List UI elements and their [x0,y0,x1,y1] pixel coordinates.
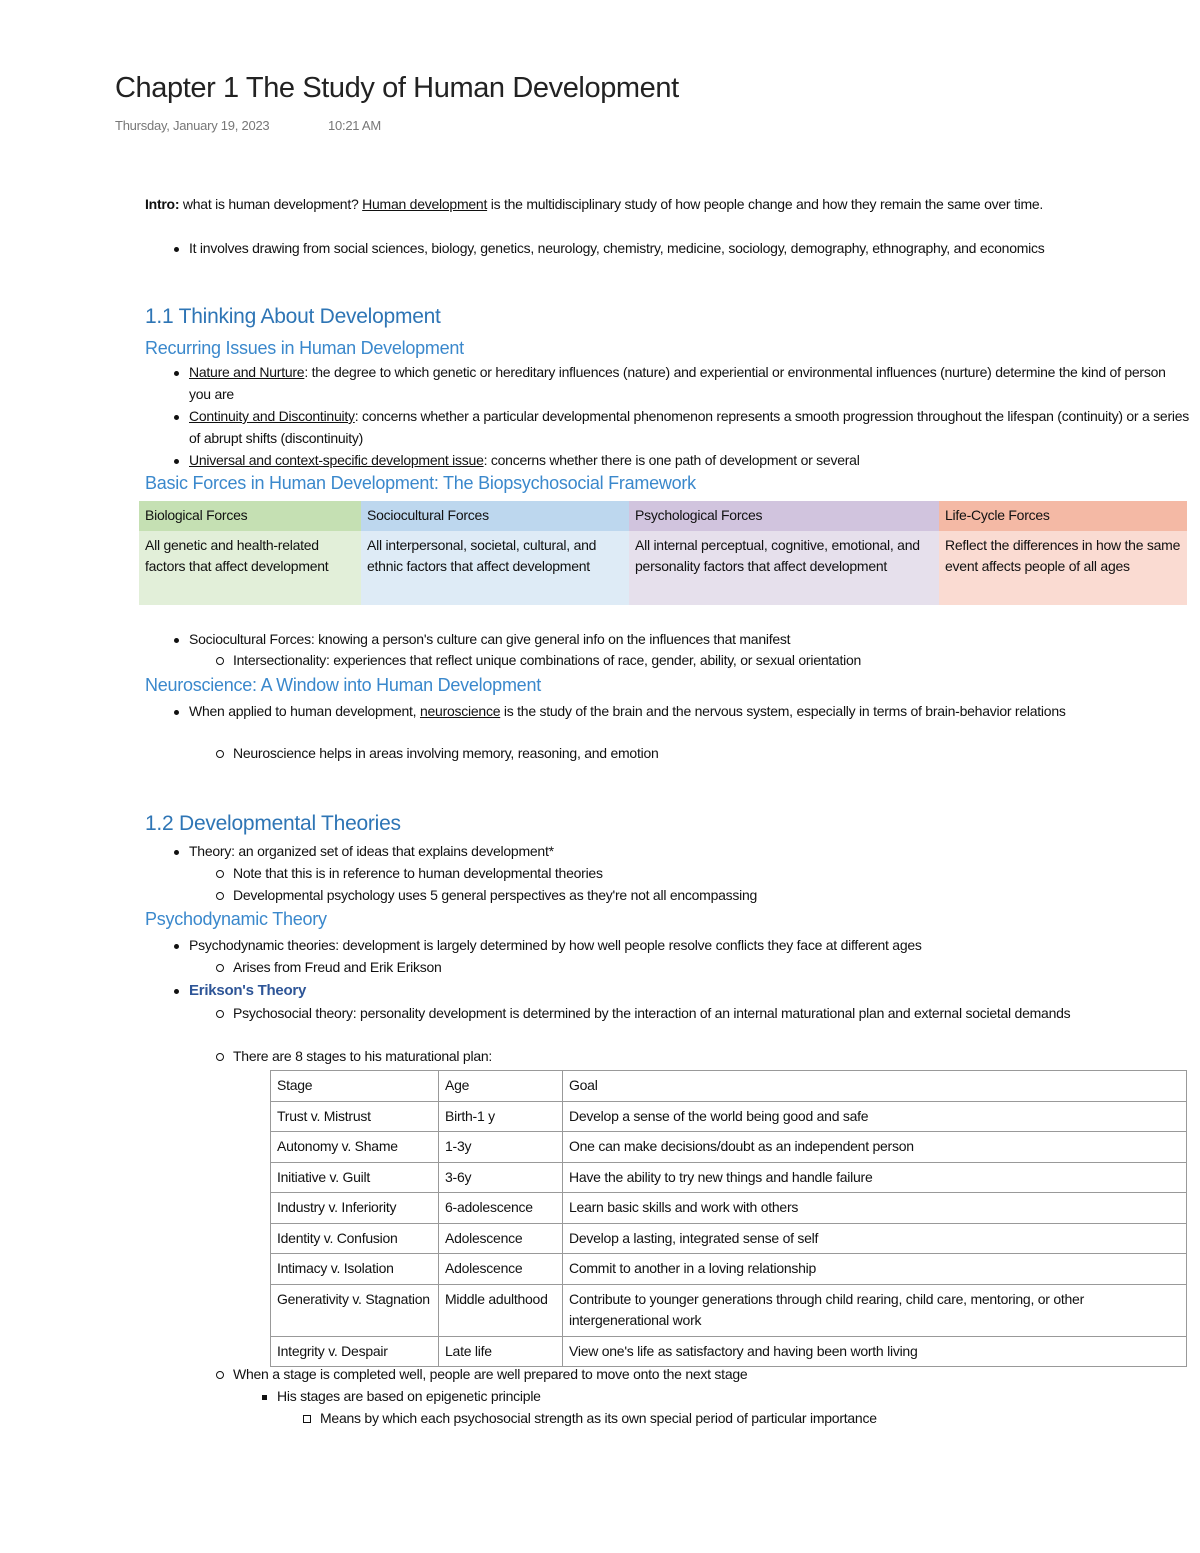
header-cell: Goal [563,1071,1187,1102]
goal-cell: One can make decisions/doubt as an independent person [563,1132,1187,1163]
forces-table [139,501,1187,605]
section-heading: 1.2 Developmental Theories [145,812,401,835]
list-item [233,743,1183,765]
bullet-icon [170,980,182,1002]
age-cell: Middle adulthood [439,1284,563,1336]
circle-bullet-icon [214,743,226,765]
page-title: Chapter 1 The Study of Human Development [115,72,679,104]
list-item-text: When a stage is completed well, people are well prepared to move onto the next stage [233,1366,748,1382]
stage-cell: Integrity v. Despair [271,1336,439,1367]
list-item-text: Sociocultural Forces: knowing a person's culture can give general info on the influences that manifest [189,631,791,647]
list-item [189,935,1184,957]
age-cell: Late life [439,1336,563,1367]
page-time: 10:21 AM [328,118,381,133]
list-item [233,957,1183,979]
section-heading: 1.1 Thinking About Development [145,305,441,328]
erikson-stages-table [270,1070,1187,1367]
circle-bullet-icon [214,863,226,885]
goal-cell: Contribute to younger generations through child rearing, child care, mentoring, or other intergenerational work [563,1284,1187,1336]
bullet-icon [170,450,182,472]
age-cell: Birth-1 y [439,1101,563,1132]
intro-term: Human development [362,196,488,212]
list-item-text: Neuroscience helps in areas involving memory, reasoning, and emotion [233,745,659,761]
circle-bullet-icon [214,1364,226,1386]
list-item-text: Means by which each psychosocial strength as its own special period of particular importance [320,1410,877,1426]
header-cell: Stage [271,1071,439,1102]
square-bullet-icon [258,1386,270,1408]
table-header-row [271,1071,1187,1102]
goal-cell: Have the ability to try new things and handle failure [563,1162,1187,1193]
list-item-text: His stages are based on epigenetic principle [277,1388,541,1404]
table-row [271,1162,1187,1193]
table-row [271,1254,1187,1285]
list-item-text: Theory: an organized set of ideas that explains development* [189,843,554,859]
age-cell: 3-6y [439,1162,563,1193]
term: Continuity and Discontinuity [189,408,355,424]
intro-paragraph [145,194,1180,216]
goal-cell: Commit to another in a loving relationship [563,1254,1187,1285]
circle-bullet-icon [214,885,226,907]
circle-bullet-icon [214,1046,226,1068]
list-item [320,1408,1180,1430]
age-cell: 1-3y [439,1132,563,1163]
goal-cell: Develop a lasting, integrated sense of self [563,1223,1187,1254]
list-item [189,238,1169,260]
term: Universal and context-specific development issue [189,452,484,468]
list-item [189,841,1179,863]
stage-cell: Intimacy v. Isolation [271,1254,439,1285]
list-item [189,450,1189,472]
forces-body-biological: All genetic and health-related factors that affect development [139,531,361,605]
list-item-text: Psychosocial theory: personality development is determined by the interaction of an internal maturational plan and external societal demands [233,1005,1071,1021]
stage-cell: Autonomy v. Shame [271,1132,439,1163]
list-item-text: Note that this is in reference to human developmental theories [233,865,603,881]
subsection-heading: Psychodynamic Theory [145,909,327,929]
bullet-icon [170,406,182,428]
age-cell: Adolescence [439,1223,563,1254]
hollow-square-bullet-icon [301,1408,313,1430]
table-row [271,1284,1187,1336]
forces-body-life-cycle: Reflect the differences in how the same event affects people of all ages [939,531,1187,605]
circle-bullet-icon [214,957,226,979]
bullet-icon [170,629,182,651]
forces-header-psychological: Psychological Forces [629,501,939,531]
list-item [189,406,1189,449]
list-item-text: Psychodynamic theories: development is largely determined by how well people resolve conflicts they face at different ages [189,937,922,953]
bullet-icon [170,841,182,863]
table-row [271,1223,1187,1254]
header-cell: Age [439,1071,563,1102]
bullet-icon [170,935,182,957]
subsection-heading: Recurring Issues in Human Development [145,338,464,358]
list-item [189,701,1149,723]
subsection-heading: Basic Forces in Human Development: The Biopsychosocial Framework [145,473,696,493]
goal-cell: Learn basic skills and work with others [563,1193,1187,1224]
erikson-heading: Erikson's Theory [189,982,307,999]
stage-cell: Trust v. Mistrust [271,1101,439,1132]
forces-header-sociocultural: Sociocultural Forces [361,501,629,531]
page-date: Thursday, January 19, 2023 [115,118,270,133]
list-item-text: Intersectionality: experiences that reflect unique combinations of race, gender, ability, or sexual orientation [233,652,862,668]
list-item [233,1003,1153,1025]
goal-cell: View one's life as satisfactory and having been worth living [563,1336,1187,1367]
stage-cell: Identity v. Confusion [271,1223,439,1254]
list-item [233,1046,1153,1068]
term: neuroscience [419,703,501,719]
list-item [233,650,1183,672]
bullet-icon [170,701,182,723]
list-item [277,1386,1177,1408]
stage-cell: Initiative v. Guilt [271,1162,439,1193]
bullet-icon [170,238,182,260]
subsection-heading: Neuroscience: A Window into Human Development [145,675,541,695]
table-row [271,1132,1187,1163]
age-cell: Adolescence [439,1254,563,1285]
term: Nature and Nurture [189,364,305,380]
list-item-text: Developmental psychology uses 5 general perspectives as they're not all encompassing [233,887,758,903]
list-item [233,1364,1183,1386]
list-item-text: Arises from Freud and Erik Erikson [233,959,442,975]
bullet-icon [170,362,182,384]
list-item-text: : concerns whether there is one path of development or several [483,452,860,468]
forces-header-biological: Biological Forces [139,501,361,531]
stage-cell: Industry v. Inferiority [271,1193,439,1224]
table-row [271,1336,1187,1367]
intro-label: Intro: [145,196,180,212]
list-item-text: When applied to human development, [189,703,420,719]
circle-bullet-icon [214,1003,226,1025]
table-row [271,1101,1187,1132]
list-item-text: There are 8 stages to his maturational plan: [233,1048,493,1064]
list-item [189,362,1189,405]
list-item [189,980,1089,1002]
intro-definition: is the multidisciplinary study of how people change and how they remain the same over time. [487,196,1044,212]
list-item [233,885,1183,907]
forces-body-sociocultural: All interpersonal, societal, cultural, and ethnic factors that affect development [361,531,629,605]
list-item-text: : concerns whether a particular developmental phenomenon represents a smooth progression throughout the lifespan (continuity) or a series of abrupt shifts (discontinuity) [189,408,1190,446]
intro-question: what is human development? [179,196,363,212]
circle-bullet-icon [214,650,226,672]
age-cell: 6-adolescence [439,1193,563,1224]
list-item [233,863,1183,885]
stage-cell: Generativity v. Stagnation [271,1284,439,1336]
table-row [271,1193,1187,1224]
forces-header-life-cycle: Life-Cycle Forces [939,501,1187,531]
goal-cell: Develop a sense of the world being good and safe [563,1101,1187,1132]
forces-body-psychological: All internal perceptual, cognitive, emotional, and personality factors that affect development [629,531,939,605]
list-item [189,629,1179,651]
list-item-text: : the degree to which genetic or hereditary influences (nature) and experiential or environmental influences (nurture) determine the kind of person you are [189,364,1166,402]
list-item-text: It involves drawing from social sciences, biology, genetics, neurology, chemistry, medicine, sociology, demography, ethnography, and economics [189,240,1045,256]
list-item-text: is the study of the brain and the nervous system, especially in terms of brain-behavior relations [500,703,1066,719]
